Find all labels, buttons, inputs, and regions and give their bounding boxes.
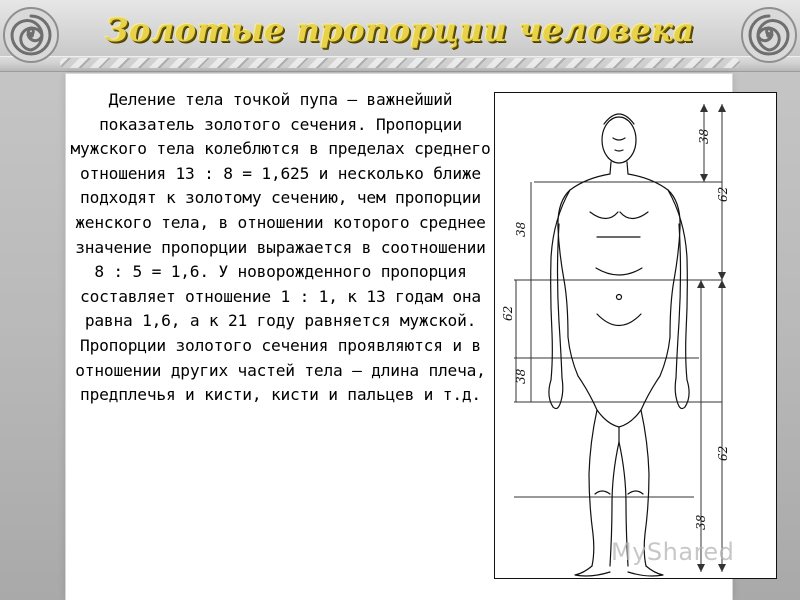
- label-62-mid: 62: [501, 305, 515, 321]
- label-62-legs: 62: [716, 445, 730, 461]
- body-text: Деление тела точкой пупа – важнейший показатель золотого сечения. Пропорции мужского тела колеблются в пределах среднего отношения 13 : 8 = 1,625 и несколько ближе подходят к золотому сечению, чем пропорции женского тела, в отношении которого среднее значение пропорции выражается в соотношении 8 : 5 = 1,6. У новорожденного пропорция составляет отношение 1 : 1, к 13 годам она равна 1,6, а к 21 году равняется мужской. Пропорции золотого сечения проявляются и в отношении других частей тела – длина плеча, предплечья и кисти, кисти и пальцев и т.д.: [70, 90, 491, 405]
- proportion-figure: [494, 92, 784, 582]
- capital-rope-ornament: [60, 58, 740, 68]
- slide-title: Золотые пропорции человека: [105, 11, 695, 49]
- column-capital: [0, 0, 800, 72]
- human-figure-drawing: [494, 92, 784, 582]
- right-volute-icon: [740, 6, 798, 64]
- left-volute-icon: [2, 6, 60, 64]
- content-panel: [66, 74, 735, 600]
- label-38-top: 38: [697, 128, 711, 144]
- label-38-hips: 38: [514, 368, 528, 384]
- figure-border: [495, 93, 777, 579]
- label-38-lower: 38: [694, 514, 708, 530]
- label-62-upper: 62: [716, 186, 730, 202]
- label-38-torso: 38: [514, 221, 528, 237]
- watermark: MyShared: [611, 538, 735, 566]
